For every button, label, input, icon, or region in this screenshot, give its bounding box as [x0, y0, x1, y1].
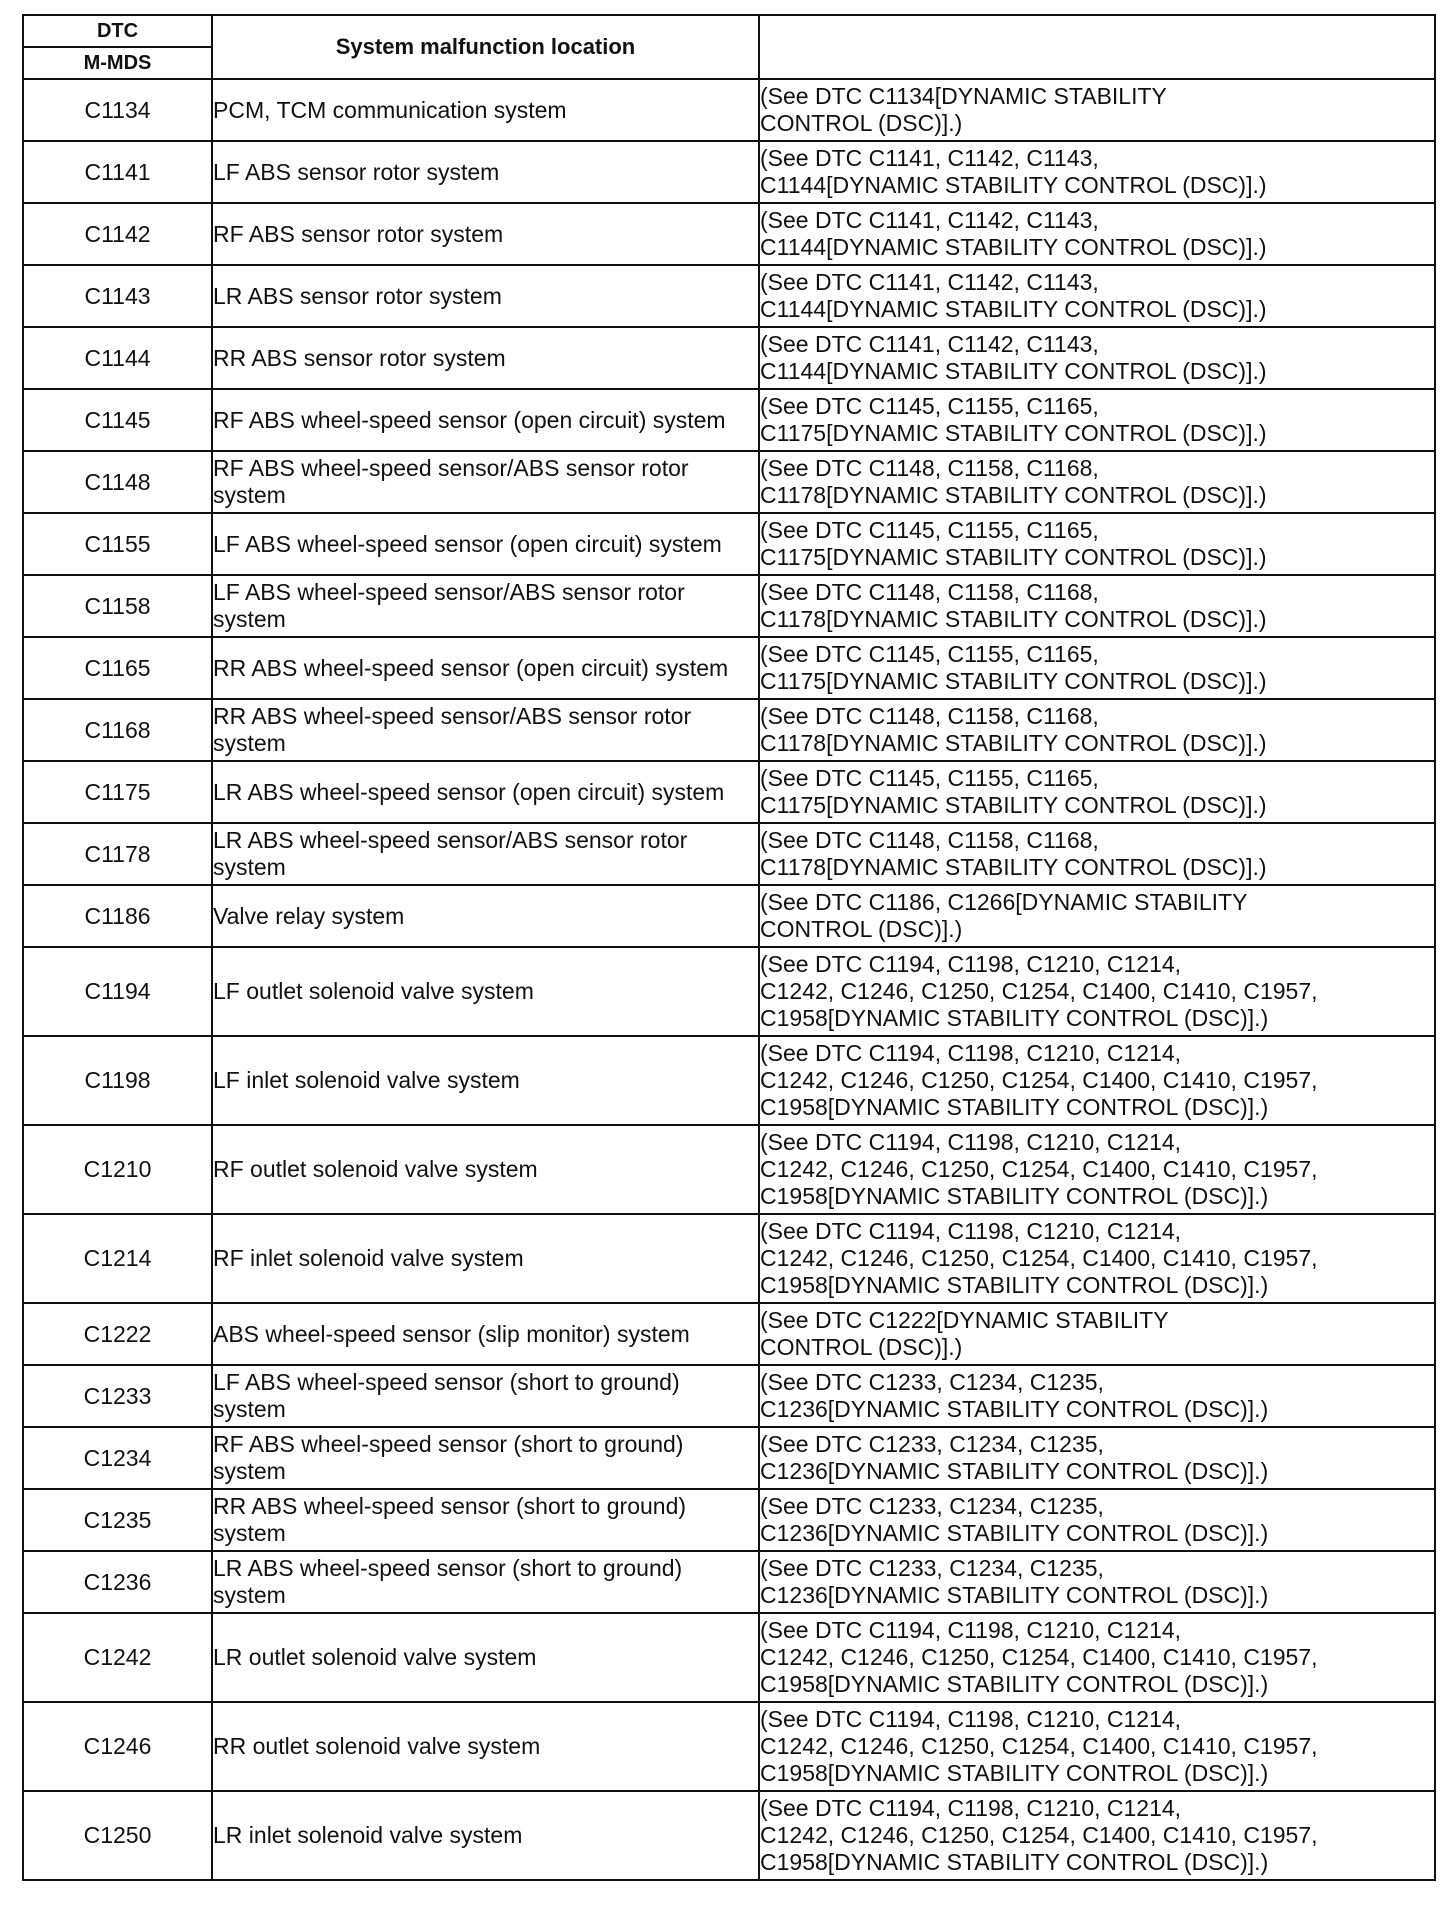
reference-line: (See DTC C1148, C1158, C1168, [760, 455, 1099, 481]
malfunction-location: RF ABS wheel-speed sensor (open circuit) system [212, 389, 759, 451]
reference-line: (See DTC C1233, C1234, C1235, [760, 1555, 1104, 1581]
reference-cell [759, 699, 1435, 761]
reference-cell [759, 1551, 1435, 1613]
table-row [23, 203, 1435, 265]
table-row [23, 1791, 1435, 1880]
table-row [23, 1551, 1435, 1613]
dtc-code: C1210 [23, 1125, 212, 1214]
dtc-code: C1242 [23, 1613, 212, 1702]
dtc-code: C1168 [23, 699, 212, 761]
table-row [23, 575, 1435, 637]
malfunction-location: LF ABS wheel-speed sensor (short to ground) system [212, 1365, 759, 1427]
dtc-code: C1214 [23, 1214, 212, 1303]
malfunction-location: LR outlet solenoid valve system [212, 1613, 759, 1702]
reference-line: C1144[DYNAMIC STABILITY CONTROL (DSC)].) [760, 234, 1267, 260]
header-row [23, 15, 1435, 47]
dtc-code: C1134 [23, 79, 212, 141]
reference-line: C1236[DYNAMIC STABILITY CONTROL (DSC)].) [760, 1396, 1269, 1422]
malfunction-location: LF ABS sensor rotor system [212, 141, 759, 203]
reference-line: CONTROL (DSC)].) [760, 1334, 963, 1360]
reference-cell [759, 885, 1435, 947]
reference-line: (See DTC C1141, C1142, C1143, [760, 269, 1099, 295]
reference-cell [759, 1702, 1435, 1791]
malfunction-location: RR ABS wheel-speed sensor (open circuit) system [212, 637, 759, 699]
reference-cell [759, 327, 1435, 389]
malfunction-location: LR ABS wheel-speed sensor/ABS sensor rotor system [212, 823, 759, 885]
table-row [23, 265, 1435, 327]
reference-line: C1236[DYNAMIC STABILITY CONTROL (DSC)].) [760, 1458, 1269, 1484]
reference-line-extra [760, 1005, 1268, 1031]
header-mmds: M-MDS [23, 47, 212, 79]
reference-line: C1236[DYNAMIC STABILITY CONTROL (DSC)].) [760, 1582, 1269, 1608]
header-reference [759, 15, 1435, 79]
table-row [23, 1365, 1435, 1427]
dtc-code: C1143 [23, 265, 212, 327]
table-row [23, 327, 1435, 389]
reference-line: C1144[DYNAMIC STABILITY CONTROL (DSC)].) [760, 172, 1267, 198]
dtc-table-wrapper [22, 14, 1434, 1881]
dtc-code: C1178 [23, 823, 212, 885]
reference-cell [759, 1303, 1435, 1365]
malfunction-location: RF ABS wheel-speed sensor (short to ground) system [212, 1427, 759, 1489]
reference-line: (See DTC C1141, C1142, C1143, [760, 207, 1099, 233]
reference-line-extra [760, 1849, 1268, 1875]
malfunction-location: RR ABS wheel-speed sensor (short to ground) system [212, 1489, 759, 1551]
malfunction-location: RR ABS sensor rotor system [212, 327, 759, 389]
table-header [23, 15, 1435, 79]
reference-cell [759, 637, 1435, 699]
reference-line: (See DTC C1148, C1158, C1168, [760, 579, 1099, 605]
table-row [23, 1427, 1435, 1489]
table-row [23, 389, 1435, 451]
malfunction-location: LF ABS wheel-speed sensor (open circuit) system [212, 513, 759, 575]
reference-line-extra [760, 1272, 1268, 1298]
reference-line: C1958[DYNAMIC STABILITY CONTROL (DSC)].) [760, 1094, 1269, 1120]
table-row [23, 637, 1435, 699]
reference-line: C1242, C1246, C1250, C1254, C1400, C1410, C1957, [760, 1067, 1318, 1093]
reference-line: C1144[DYNAMIC STABILITY CONTROL (DSC)].) [760, 296, 1267, 322]
reference-line: C1178[DYNAMIC STABILITY CONTROL (DSC)].) [760, 854, 1267, 880]
reference-line: C1242, C1246, C1250, C1254, C1400, C1410, C1957, [760, 1644, 1318, 1670]
reference-line: C1175[DYNAMIC STABILITY CONTROL (DSC)].) [760, 668, 1267, 694]
reference-cell [759, 265, 1435, 327]
malfunction-location: ABS wheel-speed sensor (slip monitor) system [212, 1303, 759, 1365]
reference-cell [759, 1427, 1435, 1489]
table-row [23, 513, 1435, 575]
dtc-code: C1234 [23, 1427, 212, 1489]
reference-line: (See DTC C1141, C1142, C1143, [760, 145, 1099, 171]
table-row [23, 451, 1435, 513]
dtc-code: C1158 [23, 575, 212, 637]
table-row [23, 1613, 1435, 1702]
reference-line: C1242, C1246, C1250, C1254, C1400, C1410, C1957, [760, 1245, 1318, 1271]
reference-cell [759, 451, 1435, 513]
reference-line: (See DTC C1148, C1158, C1168, [760, 827, 1099, 853]
reference-line: C1958[DYNAMIC STABILITY CONTROL (DSC)].) [760, 1849, 1269, 1875]
reference-line: (See DTC C1194, C1198, C1210, C1214, [760, 951, 1182, 977]
malfunction-location: LR ABS sensor rotor system [212, 265, 759, 327]
malfunction-location: RF ABS sensor rotor system [212, 203, 759, 265]
malfunction-location: RR ABS wheel-speed sensor/ABS sensor rotor system [212, 699, 759, 761]
reference-line: C1175[DYNAMIC STABILITY CONTROL (DSC)].) [760, 544, 1267, 570]
table-row [23, 79, 1435, 141]
malfunction-location: LF outlet solenoid valve system [212, 947, 759, 1036]
reference-line: (See DTC C1194, C1198, C1210, C1214, [760, 1218, 1182, 1244]
header-dtc: DTC [23, 15, 212, 47]
reference-line: (See DTC C1145, C1155, C1165, [760, 393, 1099, 419]
reference-cell [759, 1214, 1435, 1303]
reference-line: (See DTC C1194, C1198, C1210, C1214, [760, 1617, 1182, 1643]
reference-cell [759, 513, 1435, 575]
reference-line: C1178[DYNAMIC STABILITY CONTROL (DSC)].) [760, 730, 1267, 756]
reference-line: (See DTC C1194, C1198, C1210, C1214, [760, 1706, 1182, 1732]
reference-line: (See DTC C1194, C1198, C1210, C1214, [760, 1795, 1182, 1821]
malfunction-location: PCM, TCM communication system [212, 79, 759, 141]
malfunction-location: RF ABS wheel-speed sensor/ABS sensor rotor system [212, 451, 759, 513]
reference-line: C1958[DYNAMIC STABILITY CONTROL (DSC)].) [760, 1183, 1269, 1209]
reference-line: C1175[DYNAMIC STABILITY CONTROL (DSC)].) [760, 420, 1267, 446]
reference-cell [759, 575, 1435, 637]
table-row [23, 1125, 1435, 1214]
dtc-code: C1236 [23, 1551, 212, 1613]
table-row [23, 1489, 1435, 1551]
reference-cell [759, 1791, 1435, 1880]
reference-line: (See DTC C1233, C1234, C1235, [760, 1493, 1104, 1519]
table-row [23, 1702, 1435, 1791]
reference-line: C1958[DYNAMIC STABILITY CONTROL (DSC)].) [760, 1671, 1269, 1697]
reference-line: C1242, C1246, C1250, C1254, C1400, C1410, C1957, [760, 1822, 1318, 1848]
reference-cell [759, 203, 1435, 265]
malfunction-location: LR inlet solenoid valve system [212, 1791, 759, 1880]
reference-line: C1958[DYNAMIC STABILITY CONTROL (DSC)].) [760, 1005, 1269, 1031]
reference-line: C1242, C1246, C1250, C1254, C1400, C1410, C1957, [760, 1733, 1318, 1759]
reference-line: (See DTC C1233, C1234, C1235, [760, 1431, 1104, 1457]
dtc-code: C1235 [23, 1489, 212, 1551]
dtc-code: C1142 [23, 203, 212, 265]
reference-line: CONTROL (DSC)].) [760, 110, 963, 136]
reference-line: (See DTC C1145, C1155, C1165, [760, 765, 1099, 791]
malfunction-location: LR ABS wheel-speed sensor (open circuit) system [212, 761, 759, 823]
reference-line: C1958[DYNAMIC STABILITY CONTROL (DSC)].) [760, 1272, 1269, 1298]
reference-line: C1236[DYNAMIC STABILITY CONTROL (DSC)].) [760, 1520, 1269, 1546]
dtc-code: C1198 [23, 1036, 212, 1125]
reference-line: C1958[DYNAMIC STABILITY CONTROL (DSC)].) [760, 1760, 1269, 1786]
reference-line: (See DTC C1145, C1155, C1165, [760, 641, 1099, 667]
malfunction-location: RF outlet solenoid valve system [212, 1125, 759, 1214]
reference-line: (See DTC C1194, C1198, C1210, C1214, [760, 1129, 1182, 1155]
dtc-code: C1186 [23, 885, 212, 947]
malfunction-location: LR ABS wheel-speed sensor (short to ground) system [212, 1551, 759, 1613]
dtc-code: C1148 [23, 451, 212, 513]
table-row [23, 1214, 1435, 1303]
reference-cell [759, 823, 1435, 885]
table-body [23, 79, 1435, 1880]
reference-line-extra [760, 1760, 1268, 1786]
table-row [23, 885, 1435, 947]
reference-line: (See DTC C1148, C1158, C1168, [760, 703, 1099, 729]
malfunction-location: LF ABS wheel-speed sensor/ABS sensor rotor system [212, 575, 759, 637]
table-row [23, 947, 1435, 1036]
reference-line-extra [760, 1094, 1268, 1120]
dtc-code: C1246 [23, 1702, 212, 1791]
reference-cell [759, 389, 1435, 451]
dtc-table [22, 14, 1436, 1881]
table-row [23, 761, 1435, 823]
reference-line: C1178[DYNAMIC STABILITY CONTROL (DSC)].) [760, 482, 1267, 508]
reference-line: (See DTC C1222[DYNAMIC STABILITY [760, 1307, 1169, 1333]
malfunction-location: LF inlet solenoid valve system [212, 1036, 759, 1125]
reference-line: (See DTC C1141, C1142, C1143, [760, 331, 1099, 357]
dtc-code: C1165 [23, 637, 212, 699]
reference-line: (See DTC C1145, C1155, C1165, [760, 517, 1099, 543]
reference-line: C1178[DYNAMIC STABILITY CONTROL (DSC)].) [760, 606, 1267, 632]
header-location: System malfunction location [212, 15, 759, 79]
reference-cell [759, 1125, 1435, 1214]
reference-line: C1242, C1246, C1250, C1254, C1400, C1410, C1957, [760, 1156, 1318, 1182]
dtc-code: C1144 [23, 327, 212, 389]
reference-line: C1175[DYNAMIC STABILITY CONTROL (DSC)].) [760, 792, 1267, 818]
table-row [23, 141, 1435, 203]
malfunction-location: RR outlet solenoid valve system [212, 1702, 759, 1791]
reference-cell [759, 947, 1435, 1036]
dtc-code: C1175 [23, 761, 212, 823]
malfunction-location: Valve relay system [212, 885, 759, 947]
reference-cell [759, 1489, 1435, 1551]
reference-line: (See DTC C1194, C1198, C1210, C1214, [760, 1040, 1182, 1066]
dtc-code: C1233 [23, 1365, 212, 1427]
malfunction-location: RF inlet solenoid valve system [212, 1214, 759, 1303]
table-row [23, 1303, 1435, 1365]
reference-cell [759, 761, 1435, 823]
reference-line: C1144[DYNAMIC STABILITY CONTROL (DSC)].) [760, 358, 1267, 384]
dtc-code: C1222 [23, 1303, 212, 1365]
reference-cell [759, 1036, 1435, 1125]
reference-cell [759, 79, 1435, 141]
reference-line: (See DTC C1233, C1234, C1235, [760, 1369, 1104, 1395]
reference-line-extra [760, 1183, 1268, 1209]
table-row [23, 823, 1435, 885]
dtc-code: C1155 [23, 513, 212, 575]
reference-line: C1242, C1246, C1250, C1254, C1400, C1410, C1957, [760, 978, 1318, 1004]
dtc-code: C1194 [23, 947, 212, 1036]
reference-line: (See DTC C1134[DYNAMIC STABILITY [760, 83, 1167, 109]
reference-line: CONTROL (DSC)].) [760, 916, 963, 942]
dtc-code: C1141 [23, 141, 212, 203]
table-row [23, 699, 1435, 761]
dtc-code: C1145 [23, 389, 212, 451]
table-row [23, 1036, 1435, 1125]
reference-cell [759, 1365, 1435, 1427]
reference-cell [759, 141, 1435, 203]
reference-cell [759, 1613, 1435, 1702]
reference-line: (See DTC C1186, C1266[DYNAMIC STABILITY [760, 889, 1248, 915]
reference-line-extra [760, 1671, 1268, 1697]
dtc-code: C1250 [23, 1791, 212, 1880]
